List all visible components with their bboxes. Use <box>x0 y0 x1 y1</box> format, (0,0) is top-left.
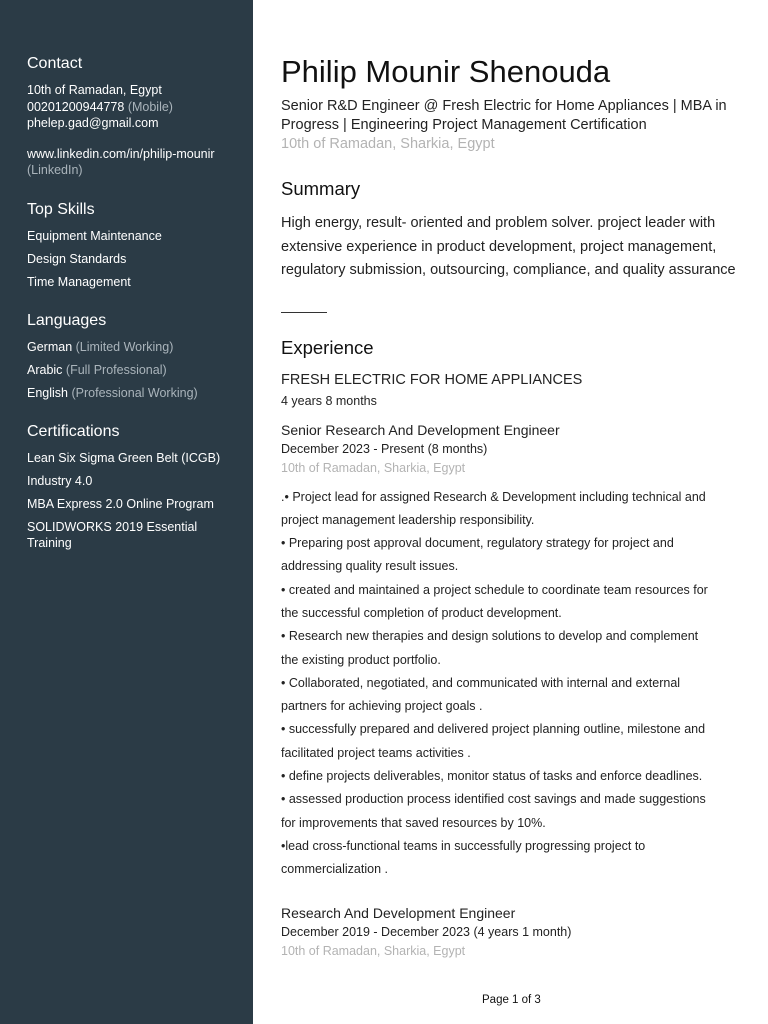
bullet-line: • successfully prepared and delivered project planning outline, milestone and <box>281 722 706 737</box>
skills-heading: Top Skills <box>27 200 95 218</box>
bullet-line: • Research new therapies and design solutions to develop and complement <box>281 629 699 644</box>
contact-heading: Contact <box>27 55 83 72</box>
skills-section <box>27 201 242 290</box>
role-bullets <box>281 486 741 882</box>
certification-item: Industry 4.0 <box>27 473 93 488</box>
contact-phone-row <box>27 99 242 116</box>
skill-item: Design Standards <box>27 251 127 266</box>
bullet-line: .• Project lead for assigned Research & Development including technical and <box>281 489 706 504</box>
bullet-line: • define projects deliverables, monitor status of tasks and enforce deadlines. <box>281 769 703 784</box>
certification-item: Lean Six Sigma Green Belt (ICGB) <box>27 450 221 465</box>
page-number: Page 1 of 3 <box>482 994 541 1006</box>
contact-phone-type: (Mobile) <box>127 99 173 114</box>
bullet-line: addressing quality result issues. <box>281 559 459 574</box>
role-location: 10th of Ramadan, Sharkia, Egypt <box>281 943 466 958</box>
role-location: 10th of Ramadan, Sharkia, Egypt <box>281 460 466 475</box>
certifications-section <box>27 423 242 551</box>
profile-name: Philip Mounir Shenouda <box>281 54 611 89</box>
language-name: German <box>27 339 73 354</box>
languages-section <box>27 312 242 401</box>
certification-item: SOLIDWORKS 2019 Essential Training <box>27 519 198 550</box>
bullet-line: partners for achieving project goals . <box>281 699 483 714</box>
summary-heading: Summary <box>281 178 361 199</box>
skill-item: Equipment Maintenance <box>27 228 162 243</box>
skill-item: Time Management <box>27 274 131 289</box>
contact-email[interactable]: phelep.gad@gmail.com <box>27 116 159 130</box>
bullet-line: • Collaborated, negotiated, and communicated with internal and external <box>281 675 681 690</box>
bullet-line: • assessed production process identified cost savings and made suggestions <box>281 792 706 807</box>
bullet-line: the successful completion of product development. <box>281 605 562 620</box>
company-duration: 4 years 8 months <box>281 393 377 408</box>
bullet-line: •lead cross-functional teams in successfully progressing project to <box>281 838 646 853</box>
experience-heading: Experience <box>281 336 374 358</box>
bullet-line: • Preparing post approval document, regulatory strategy for project and <box>281 536 674 551</box>
sidebar <box>0 0 253 1024</box>
contact-linkedin[interactable]: www.linkedin.com/in/philip-mounir <box>27 146 215 161</box>
certifications-heading: Certifications <box>27 422 120 440</box>
sidebar-content <box>27 55 242 573</box>
contact-section <box>27 55 242 179</box>
bullet-line: project management leadership responsibility. <box>281 512 535 527</box>
language-name: Arabic <box>27 362 63 377</box>
language-level: (Professional Working) <box>71 385 198 400</box>
bullet-line: • created and maintained a project schedule to coordinate team resources for <box>281 582 708 597</box>
language-name: English <box>27 385 68 400</box>
language-level: (Full Professional) <box>65 362 167 377</box>
role-dates: December 2023 - Present (8 months) <box>281 441 488 456</box>
bullet-line: for improvements that saved resources by 10%. <box>281 815 546 830</box>
experience-role <box>281 904 741 959</box>
experience-role <box>281 421 741 882</box>
language-item <box>27 385 242 401</box>
contact-phone: 00201200944778 <box>27 99 125 114</box>
language-item <box>27 339 242 355</box>
profile-headline: Senior R&D Engineer @ Fresh Electric for Home Appliances | MBA in Progress | Engineering Project Management Certification <box>281 98 727 133</box>
language-level: (Limited Working) <box>75 339 174 354</box>
contact-linkedin-label: (LinkedIn) <box>27 163 83 177</box>
company-name: FRESH ELECTRIC FOR HOME APPLIANCES <box>281 371 583 388</box>
section-divider <box>281 312 327 313</box>
bullet-line: facilitated project teams activities . <box>281 745 471 760</box>
main-content <box>281 52 741 959</box>
spacer <box>27 132 242 146</box>
bullet-line: commercialization . <box>281 862 388 877</box>
role-dates: December 2019 - December 2023 (4 years 1 month) <box>281 924 572 939</box>
role-title: Senior Research And Development Engineer <box>281 421 560 438</box>
profile-location: 10th of Ramadan, Sharkia, Egypt <box>281 136 495 152</box>
bullet-line: the existing product portfolio. <box>281 652 441 667</box>
language-item <box>27 362 242 378</box>
summary-text: High energy, result- oriented and problem solver. project leader with extensive experience in product development, project management, regulatory submission, outsourcing, compliance, and quality assurance <box>281 215 736 278</box>
languages-heading: Languages <box>27 311 107 329</box>
role-title: Research And Development Engineer <box>281 904 516 921</box>
certification-item: MBA Express 2.0 Online Program <box>27 496 214 511</box>
contact-location: 10th of Ramadan, Egypt <box>27 83 162 97</box>
